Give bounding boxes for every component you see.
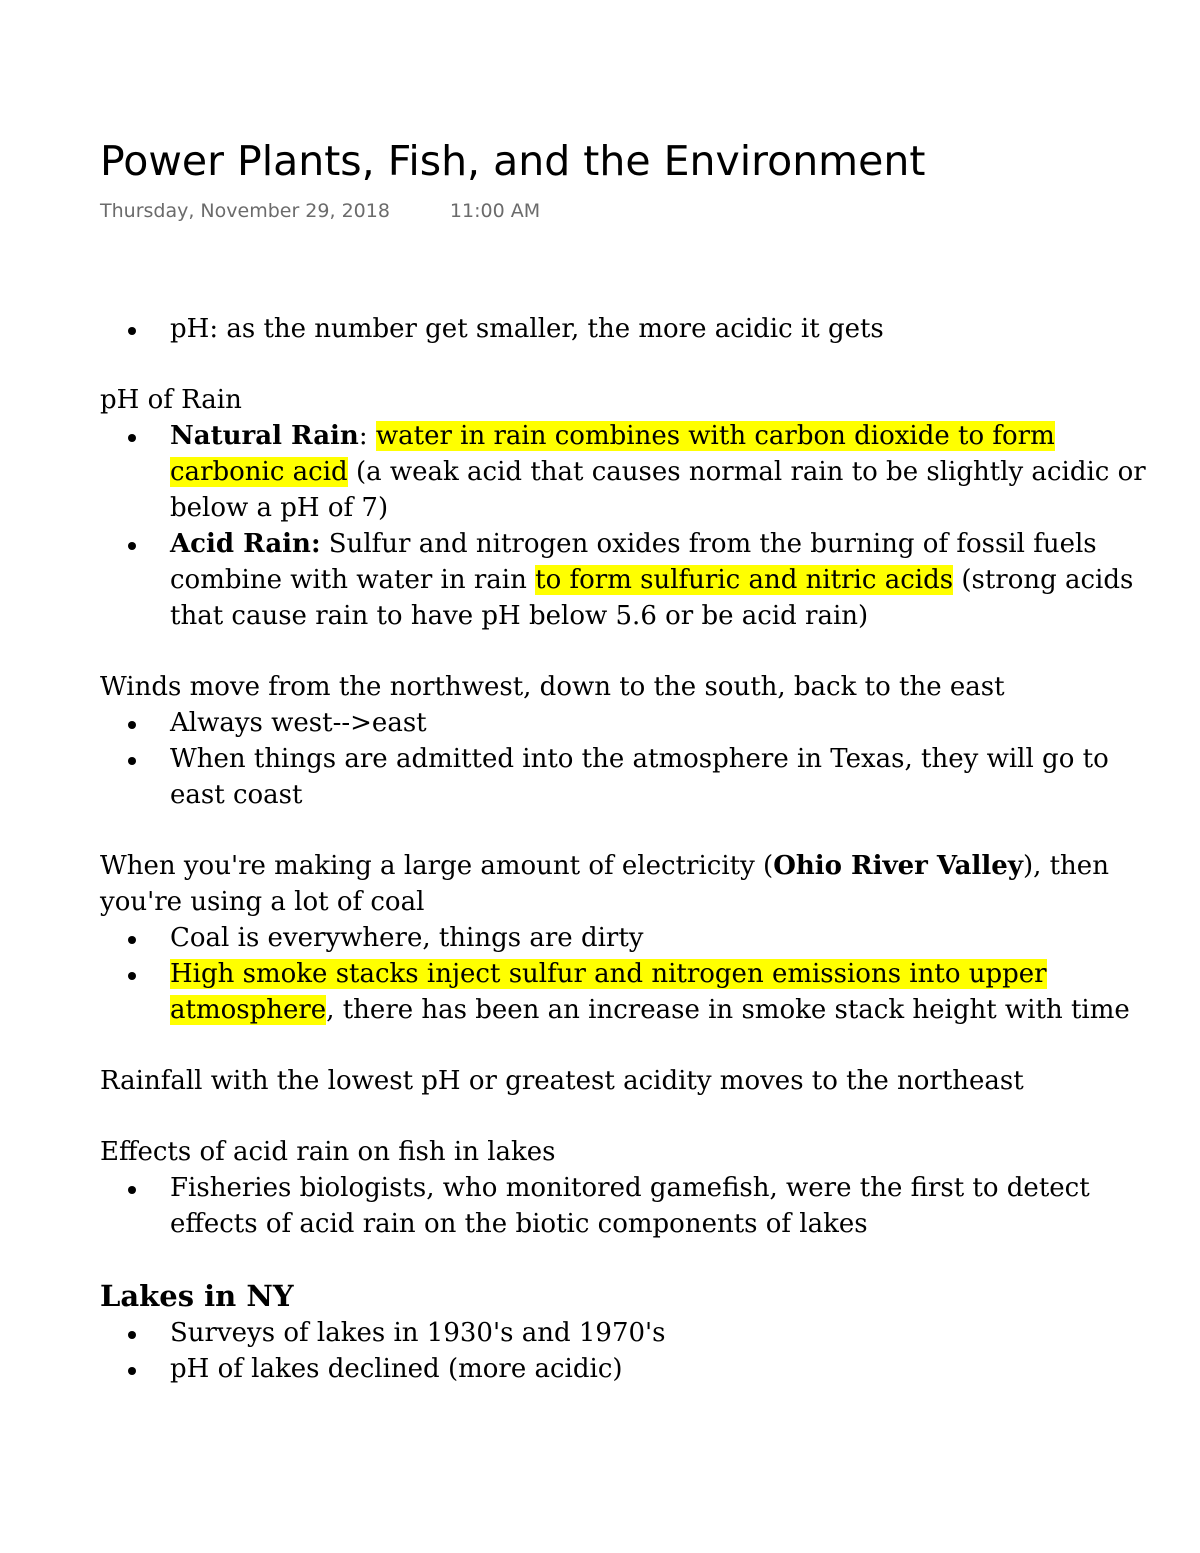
list-item: Always west-->east: [170, 705, 1160, 741]
note-date: Thursday, November 29, 2018: [100, 200, 390, 222]
list-item: pH of lakes declined (more acidic): [170, 1351, 1160, 1387]
note-body: [100, 311, 1160, 1387]
ph-note-list: [100, 311, 1160, 347]
ohio-river-valley: Ohio River Valley: [773, 851, 1023, 881]
winds-heading: Winds move from the northwest, down to the south, back to the east: [100, 672, 1005, 702]
acid-rain-label: Acid Rain:: [170, 529, 321, 559]
list-item: When things are admitted into the atmosphere in Texas, they will go to east coast: [170, 741, 1160, 813]
list-item: High smoke stacks inject sulfur and nitrogen emissions into upper atmosphere, there has been an increase in smoke stack height with time: [170, 956, 1160, 1028]
note-timestamp: [100, 200, 540, 222]
natural-rain-item: Natural Rain: water in rain combines with carbon dioxide to form carbonic acid (a weak acid that causes normal rain to be slightly acidic or below a pH of 7): [170, 418, 1160, 526]
effects-heading: Effects of acid rain on fish in lakes: [100, 1137, 556, 1167]
rainfall-note: Rainfall with the lowest pH or greatest acidity moves to the northeast: [100, 1066, 1024, 1096]
natural-rain-label: Natural Rain: [170, 421, 359, 451]
note-time: 11:00 AM: [449, 200, 541, 222]
list-item: pH: as the number get smaller, the more acidic it gets: [170, 311, 1160, 347]
highlighted-text: High smoke stacks inject sulfur and nitrogen emissions into upper atmosphere: [170, 959, 1047, 1025]
page-title: Power Plants, Fish, and the Environment: [100, 137, 926, 185]
ph-rain-heading: pH of Rain: [100, 385, 242, 415]
list-item: Fisheries biologists, who monitored gamefish, were the first to detect effects of acid rain on the biotic components of lakes: [170, 1170, 1160, 1242]
electricity-paragraph: When you're making a large amount of electricity (Ohio River Valley), then you're using a lot of coal: [100, 851, 1109, 917]
highlighted-text: water in rain combines with carbon dioxide to form carbonic acid: [170, 421, 1055, 487]
highlighted-text: to form sulfuric and nitric acids: [535, 565, 954, 595]
winds-list: [100, 705, 1160, 813]
lakes-ny-heading: Lakes in NY: [100, 1279, 294, 1313]
list-item: Surveys of lakes in 1930's and 1970's: [170, 1315, 1160, 1351]
electricity-list: [100, 920, 1160, 1028]
lakes-ny-list: [100, 1315, 1160, 1387]
acid-rain-item: Acid Rain: Sulfur and nitrogen oxides from the burning of fossil fuels combine with water in rain to form sulfuric and nitric acids (strong acids that cause rain to have pH below 5.6 or be acid rain): [170, 526, 1160, 634]
list-item: Coal is everywhere, things are dirty: [170, 920, 1160, 956]
effects-list: [100, 1170, 1160, 1242]
ph-rain-list: [100, 418, 1160, 634]
